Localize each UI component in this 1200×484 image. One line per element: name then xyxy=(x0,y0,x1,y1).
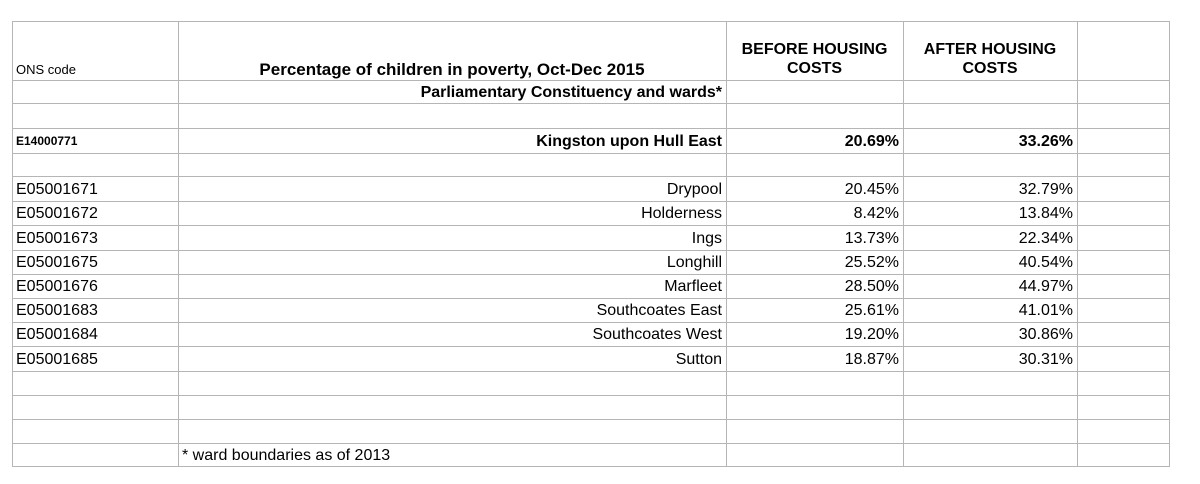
constituency-bhc: 20.69% xyxy=(844,133,899,150)
grid-line-horizontal xyxy=(12,395,1170,396)
grid-line-horizontal xyxy=(12,466,1170,467)
constituency-name: Kingston upon Hull East xyxy=(536,133,722,150)
grid-line-horizontal xyxy=(12,419,1170,420)
table-title: Percentage of children in poverty, Oct-Dec 2015 xyxy=(259,60,645,79)
ward-name: Southcoates West xyxy=(592,326,722,343)
ward-ahc: 13.84% xyxy=(1018,205,1073,222)
ward-name: Marfleet xyxy=(664,278,722,295)
ward-name: Ings xyxy=(691,230,722,247)
ward-name: Longhill xyxy=(666,254,722,271)
ward-name: Holderness xyxy=(641,205,722,222)
ward-bhc: 13.73% xyxy=(844,230,899,247)
after-housing-costs-header: AFTER HOUSING xyxy=(923,41,1057,58)
grid-line-horizontal xyxy=(12,103,1170,104)
ward-ahc: 30.31% xyxy=(1018,351,1073,368)
before-housing-costs-header: BEFORE HOUSING xyxy=(741,41,888,58)
ward-code: E05001673 xyxy=(16,230,98,247)
grid-line-horizontal xyxy=(12,153,1170,154)
grid-line-horizontal xyxy=(12,371,1170,372)
after-housing-costs-header-line2: COSTS xyxy=(962,60,1018,77)
grid-line-vertical xyxy=(178,21,179,467)
constituency-ahc: 33.26% xyxy=(1018,133,1073,150)
ward-name: Sutton xyxy=(675,351,722,368)
grid-line-vertical xyxy=(903,21,904,467)
ward-ahc: 32.79% xyxy=(1018,181,1073,198)
ward-name: Drypool xyxy=(666,181,722,198)
grid-line-vertical xyxy=(726,21,727,467)
ward-ahc: 30.86% xyxy=(1018,326,1073,343)
ward-code: E05001683 xyxy=(16,302,98,319)
ward-name: Southcoates East xyxy=(596,302,722,319)
grid-line-vertical xyxy=(12,21,13,467)
ward-code: E05001675 xyxy=(16,254,98,271)
ward-bhc: 28.50% xyxy=(844,278,899,295)
ward-code: E05001672 xyxy=(16,205,98,222)
constituency-code: E14000771 xyxy=(16,134,78,148)
footnote: * ward boundaries as of 2013 xyxy=(182,447,391,464)
ons-code-header: ONS code xyxy=(16,62,76,77)
ward-ahc: 22.34% xyxy=(1018,230,1073,247)
ward-code: E05001685 xyxy=(16,351,98,368)
ward-bhc: 8.42% xyxy=(853,205,899,222)
table-subtitle: Parliamentary Constituency and wards* xyxy=(420,84,722,101)
grid-line-vertical xyxy=(1077,21,1078,467)
grid-line-horizontal xyxy=(12,21,1170,22)
grid-line-vertical xyxy=(1169,21,1170,467)
ward-code: E05001671 xyxy=(16,181,98,198)
ward-code: E05001684 xyxy=(16,326,98,343)
ward-ahc: 41.01% xyxy=(1018,302,1073,319)
ward-bhc: 25.61% xyxy=(844,302,899,319)
ward-bhc: 25.52% xyxy=(844,254,899,271)
before-housing-costs-header-line2: COSTS xyxy=(786,60,843,77)
ward-ahc: 44.97% xyxy=(1018,278,1073,295)
ward-bhc: 18.87% xyxy=(844,351,899,368)
ward-bhc: 19.20% xyxy=(844,326,899,343)
ward-code: E05001676 xyxy=(16,278,98,295)
ward-bhc: 20.45% xyxy=(844,181,899,198)
ward-ahc: 40.54% xyxy=(1018,254,1073,271)
